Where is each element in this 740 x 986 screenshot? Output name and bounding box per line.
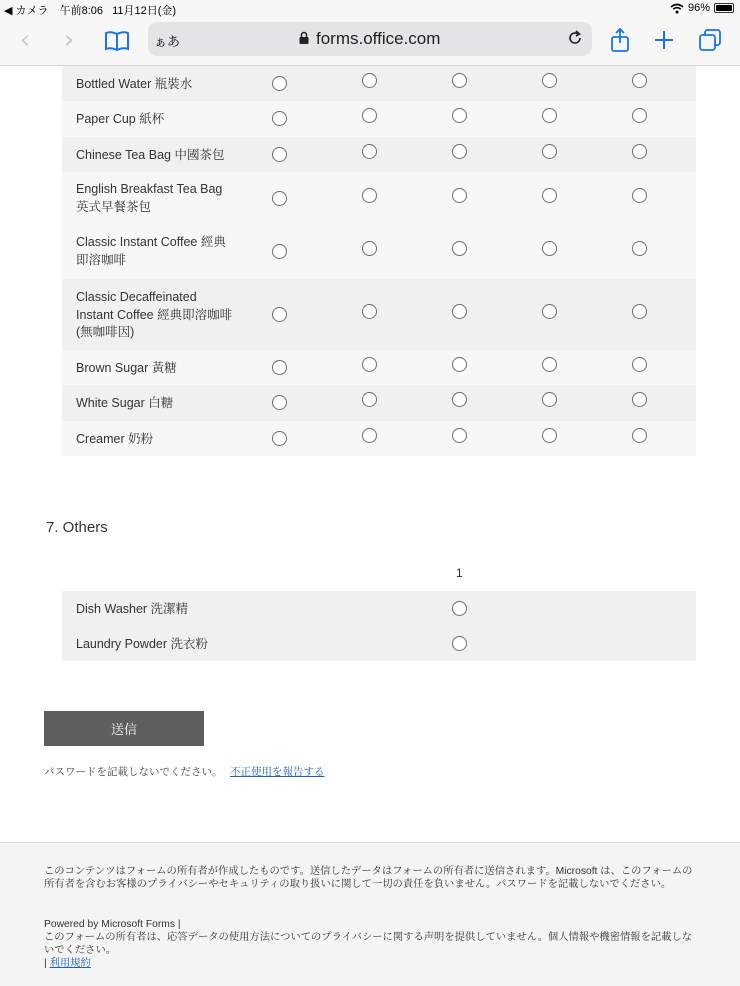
row-label: Classic Decaffeinated [76,290,197,304]
matrix-row [62,350,696,385]
password-warning: パスワードを記載しないでください。 [44,766,223,778]
matrix-row [62,421,696,456]
terms-link[interactable]: 利用規約 [49,958,91,969]
back-button[interactable]: ‹ [19,25,31,55]
browser-toolbar [0,18,740,66]
submit-button[interactable]: 送信 [44,711,204,746]
radio-option[interactable] [632,304,647,319]
radio-option[interactable] [272,191,287,206]
radio-option[interactable] [272,76,287,91]
wifi-icon [670,3,684,14]
radio-option[interactable] [452,357,467,372]
radio-option[interactable] [362,73,377,88]
radio-option[interactable] [362,357,377,372]
row-label: Creamer 奶粉 [76,432,154,446]
privacy-note: このフォームの所有者は、応答データの使用方法についてのプライバシーに関する声明を提供していません。個人情報や機密情報を記載しないでください。 [44,932,693,956]
radio-option[interactable] [272,395,287,410]
status-bar [0,0,740,18]
row-label: 英式早餐茶包 [76,199,152,214]
text-size-button[interactable]: ぁあ [154,34,181,49]
share-icon[interactable] [608,28,632,52]
question-title: 7. Others [46,519,108,536]
radio-option[interactable] [452,188,467,203]
row-label: 即溶咖啡 [76,252,127,267]
radio-option[interactable] [542,188,557,203]
radio-option[interactable] [272,111,287,126]
radio-option[interactable] [452,392,467,407]
radio-option[interactable] [632,73,647,88]
radio-option[interactable] [452,428,467,443]
radio-option[interactable] [632,108,647,123]
status-time: 午前8:06 [59,5,103,17]
others-matrix [62,591,696,661]
radio-option[interactable] [272,431,287,446]
matrix-row [62,101,696,137]
address-bar[interactable] [148,22,592,56]
radio-option[interactable] [632,428,647,443]
radio-option[interactable] [542,73,557,88]
radio-option[interactable] [452,108,467,123]
matrix-row [62,279,696,350]
radio-option[interactable] [362,241,377,256]
tabs-overview-icon[interactable] [698,28,722,52]
row-label: Brown Sugar 黃糖 [76,361,177,375]
row-label: Instant Coffee 經典即溶咖啡 [76,307,233,322]
row-label: Paper Cup 紙杯 [76,112,165,126]
radio-option[interactable] [632,357,647,372]
battery-percent: 96% [687,2,710,14]
radio-option[interactable] [452,144,467,159]
radio-option[interactable] [542,108,557,123]
status-date: 11月12日(金) [112,5,177,17]
matrix-row [62,66,696,101]
lock-icon [299,31,309,44]
radio-option[interactable] [632,241,647,256]
matrix-row [62,225,696,279]
radio-option[interactable] [542,428,557,443]
matrix-row [62,385,696,421]
radio-option[interactable] [452,636,467,651]
row-label: Classic Instant Coffee 經典 [76,235,226,249]
row-label: English Breakfast Tea Bag [76,182,223,196]
back-to-app-label[interactable]: ◀ カメラ [4,5,49,17]
radio-option[interactable] [542,144,557,159]
row-label: Laundry Powder 洗衣粉 [76,637,209,651]
radio-option[interactable] [272,244,287,259]
radio-option[interactable] [542,392,557,407]
url-text: forms.office.com [316,29,441,48]
radio-option[interactable] [362,144,377,159]
bookmarks-icon[interactable] [104,30,130,52]
matrix-row [62,591,696,626]
radio-option[interactable] [452,241,467,256]
radio-option[interactable] [272,360,287,375]
radio-option[interactable] [452,601,467,616]
radio-option[interactable] [452,304,467,319]
matrix-row [62,626,696,661]
forward-button[interactable]: › [63,25,75,55]
footer [0,842,740,986]
row-label: Chinese Tea Bag 中國茶包 [76,148,225,162]
matrix-row [62,172,696,225]
row-label: White Sugar 白糖 [76,396,174,410]
radio-option[interactable] [632,144,647,159]
report-abuse-link[interactable]: 不正使用を報告する [230,766,325,778]
radio-option[interactable] [542,241,557,256]
radio-option[interactable] [542,304,557,319]
terms-separator: | [44,958,47,969]
battery-icon [714,3,734,13]
matrix-question [62,66,696,456]
radio-option[interactable] [362,392,377,407]
column-header: 1 [456,566,463,580]
radio-option[interactable] [452,73,467,88]
radio-option[interactable] [362,304,377,319]
radio-option[interactable] [362,188,377,203]
powered-by: Powered by Microsoft Forms | [44,919,181,930]
matrix-row [62,137,696,172]
new-tab-icon[interactable] [652,28,676,52]
reload-icon[interactable] [566,29,584,47]
radio-option[interactable] [542,357,557,372]
footer-disclaimer: このコンテンツはフォームの所有者が作成したものです。送信したデータはフォームの所有者に送信されます。Microsoft は、このフォームの所有者を含むお客様のプライバシーやセキュリティの取り扱いに関して一切の責任を負いません。パスワードを記載しないでください。 [44,866,693,890]
row-label: Dish Washer 洗潔精 [76,602,189,616]
row-label: (無咖啡因) [76,325,135,339]
row-label: Bottled Water 瓶裝水 [76,77,193,91]
radio-option[interactable] [362,428,377,443]
radio-option[interactable] [272,307,287,322]
radio-option[interactable] [632,392,647,407]
radio-option[interactable] [632,188,647,203]
radio-option[interactable] [272,147,287,162]
radio-option[interactable] [362,108,377,123]
